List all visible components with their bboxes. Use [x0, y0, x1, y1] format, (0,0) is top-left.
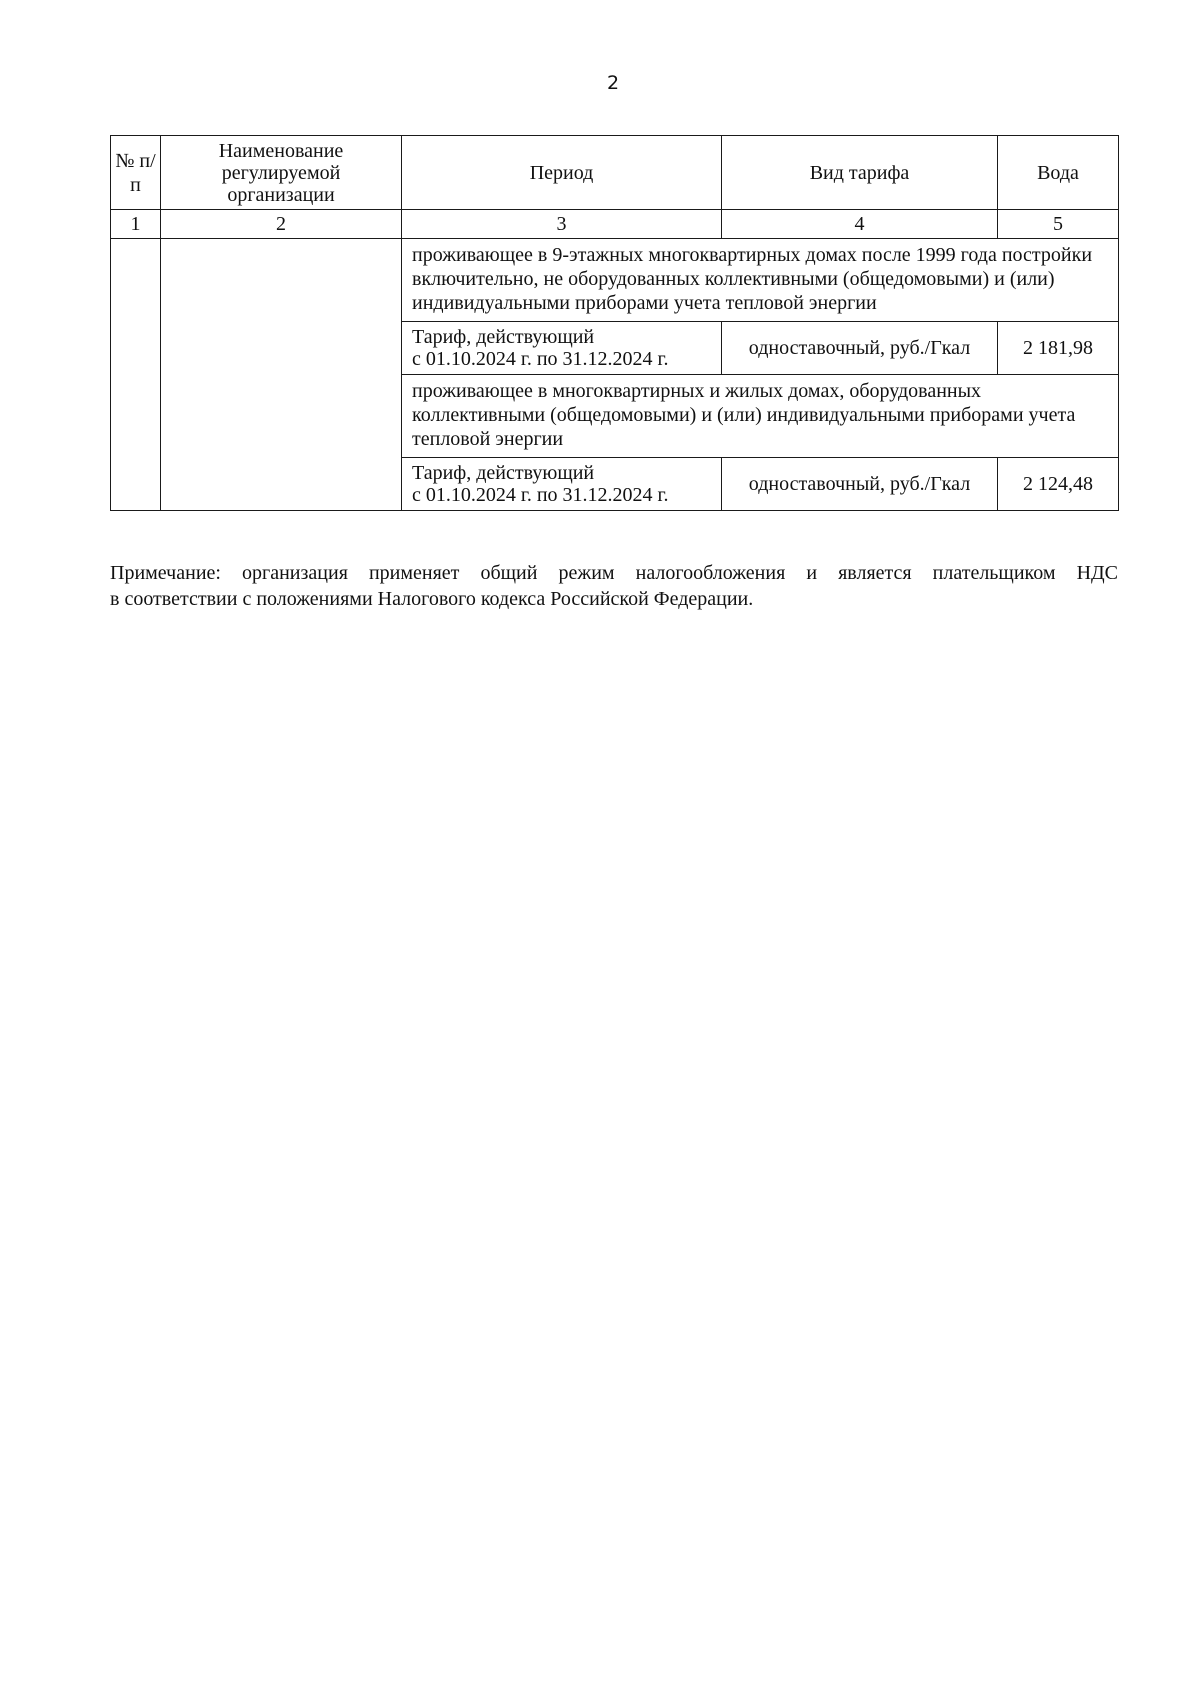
num-cell: [111, 239, 161, 511]
col-number-2: 2: [161, 210, 402, 239]
table-header-row: [111, 136, 1119, 210]
tariff-kind: одноставочный, руб./Гкал: [722, 458, 998, 511]
col-number-4: 4: [722, 210, 998, 239]
col-number-5: 5: [998, 210, 1119, 239]
tariff-period-line1: Тариф, действующий: [412, 326, 595, 348]
consumer-group-text: проживающее в многоквартирных и жилых домах, оборудованных коллективными (общедомовыми) и (или) индивидуальными приборами учета тепловой энергии: [402, 375, 1119, 458]
header-period: Период: [402, 136, 722, 210]
column-number-row: [111, 210, 1119, 239]
consumer-group-text: проживающее в 9-этажных многоквартирных домах после 1999 года постройки включительно, не оборудованных коллективными (общедомовыми) и (или) индивидуальными приборами учета тепловой энергии: [402, 239, 1119, 322]
table-row: [111, 239, 1119, 322]
tariff-table: [110, 135, 1119, 511]
tariff-period-line1: Тариф, действующий: [412, 462, 595, 484]
header-kind: Вид тарифа: [722, 136, 998, 210]
tariff-period: [402, 458, 722, 511]
tariff-period-line2: с 01.10.2024 г. по 31.12.2024 г.: [412, 348, 669, 370]
tariff-period-line2: с 01.10.2024 г. по 31.12.2024 г.: [412, 484, 669, 506]
tariff-period: [402, 322, 722, 375]
header-num: № п/п: [111, 136, 161, 210]
footnote: [110, 560, 1118, 612]
tariff-kind: одноставочный, руб./Гкал: [722, 322, 998, 375]
col-number-3: 3: [402, 210, 722, 239]
page-number: 2: [606, 72, 620, 94]
header-org: Наименование регулируемой организации: [161, 136, 402, 210]
footnote-line2: в соответствии с положениями Налогового кодекса Российской Федерации.: [110, 588, 754, 610]
footnote-line1: Примечание: организация применяет общий режим налогообложения и является плательщиком НДС: [110, 562, 1118, 584]
org-cell: [161, 239, 402, 511]
tariff-value: 2 181,98: [998, 322, 1119, 375]
tariff-value: 2 124,48: [998, 458, 1119, 511]
col-number-1: 1: [111, 210, 161, 239]
header-water: Вода: [998, 136, 1119, 210]
